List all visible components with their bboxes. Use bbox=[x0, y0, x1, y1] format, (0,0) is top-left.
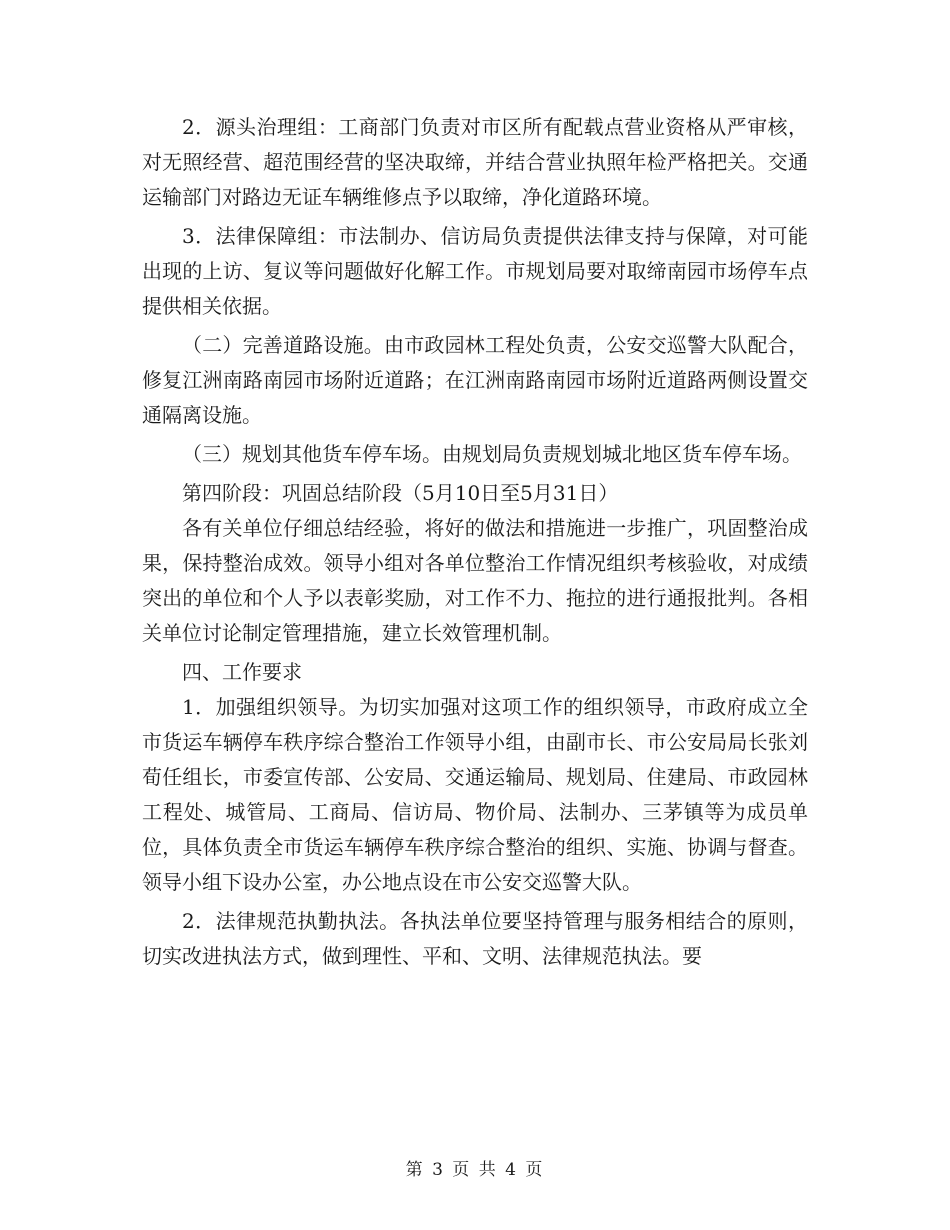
paragraph-law-enforcement: 2．法律规范执勤执法。各执法单位要坚持管理与服务相结合的原则，切实改进执法方式，做到理性、平和、文明、法律规范执法。要 bbox=[142, 909, 808, 968]
page-number-footer: 第 3 页 共 4 页 bbox=[405, 1160, 545, 1180]
paragraph-consolidation: 各有关单位仔细总结经验，将好的做法和措施进一步推广，巩固整治成果，保持整治成效。领导小组对各单位整治工作情况组织考核验收，对成绩突出的单位和个人予以表彰奖励，对工作不力、拖拉的进行通报批判。各相关单位讨论制定管理措施，建立长效管理机制。 bbox=[142, 516, 808, 645]
paragraph-leadership: 1．加强组织领导。为切实加强对这项工作的组织领导，市政府成立全市货运车辆停车秩序综合整治工作领导小组，由副市长、市公安局局长张刘荀任组长，市委宣传部、公安局、交通运输局、规划局、住建局、市政园林工程处、城管局、工商局、信访局、物价局、法制办、三茅镇等为成员单位，具体负责全市货运车辆停车秩序综合整治的组织、实施、协调与督查。领导小组下设办公室，办公地点设在市公安交巡警大队。 bbox=[142, 695, 808, 894]
heading-stage-four: 第四阶段：巩固总结阶段（5月10日至5月31日） bbox=[182, 481, 619, 505]
paragraph-legal-support: 3．法律保障组：市法制办、信访局负责提供法律支持与保障，对可能出现的上访、复议等问题做好化解工作。市规划局要对取缔南园市场停车点提供相关依据。 bbox=[142, 224, 808, 318]
document-body bbox=[142, 110, 808, 978]
paragraph-truck-parking-plan: （三）规划其他货车停车场。由规划局负责规划城北地区货车停车场。 bbox=[182, 442, 802, 466]
paragraph-road-facilities: （二）完善道路设施。由市政园林工程处负责，公安交巡警大队配合，修复江洲南路南园市场附近道路；在江洲南路南园市场附近道路两侧设置交通隔离设施。 bbox=[142, 333, 808, 427]
heading-work-requirements: 四、工作要求 bbox=[182, 660, 302, 684]
paragraph-source-governance: 2．源头治理组：工商部门负责对市区所有配载点营业资格从严审核，对无照经营、超范围经营的坚决取缔，并结合营业执照年检严格把关。交通运输部门对路边无证车辆维修点予以取缔，净化道路环境。 bbox=[142, 115, 808, 209]
